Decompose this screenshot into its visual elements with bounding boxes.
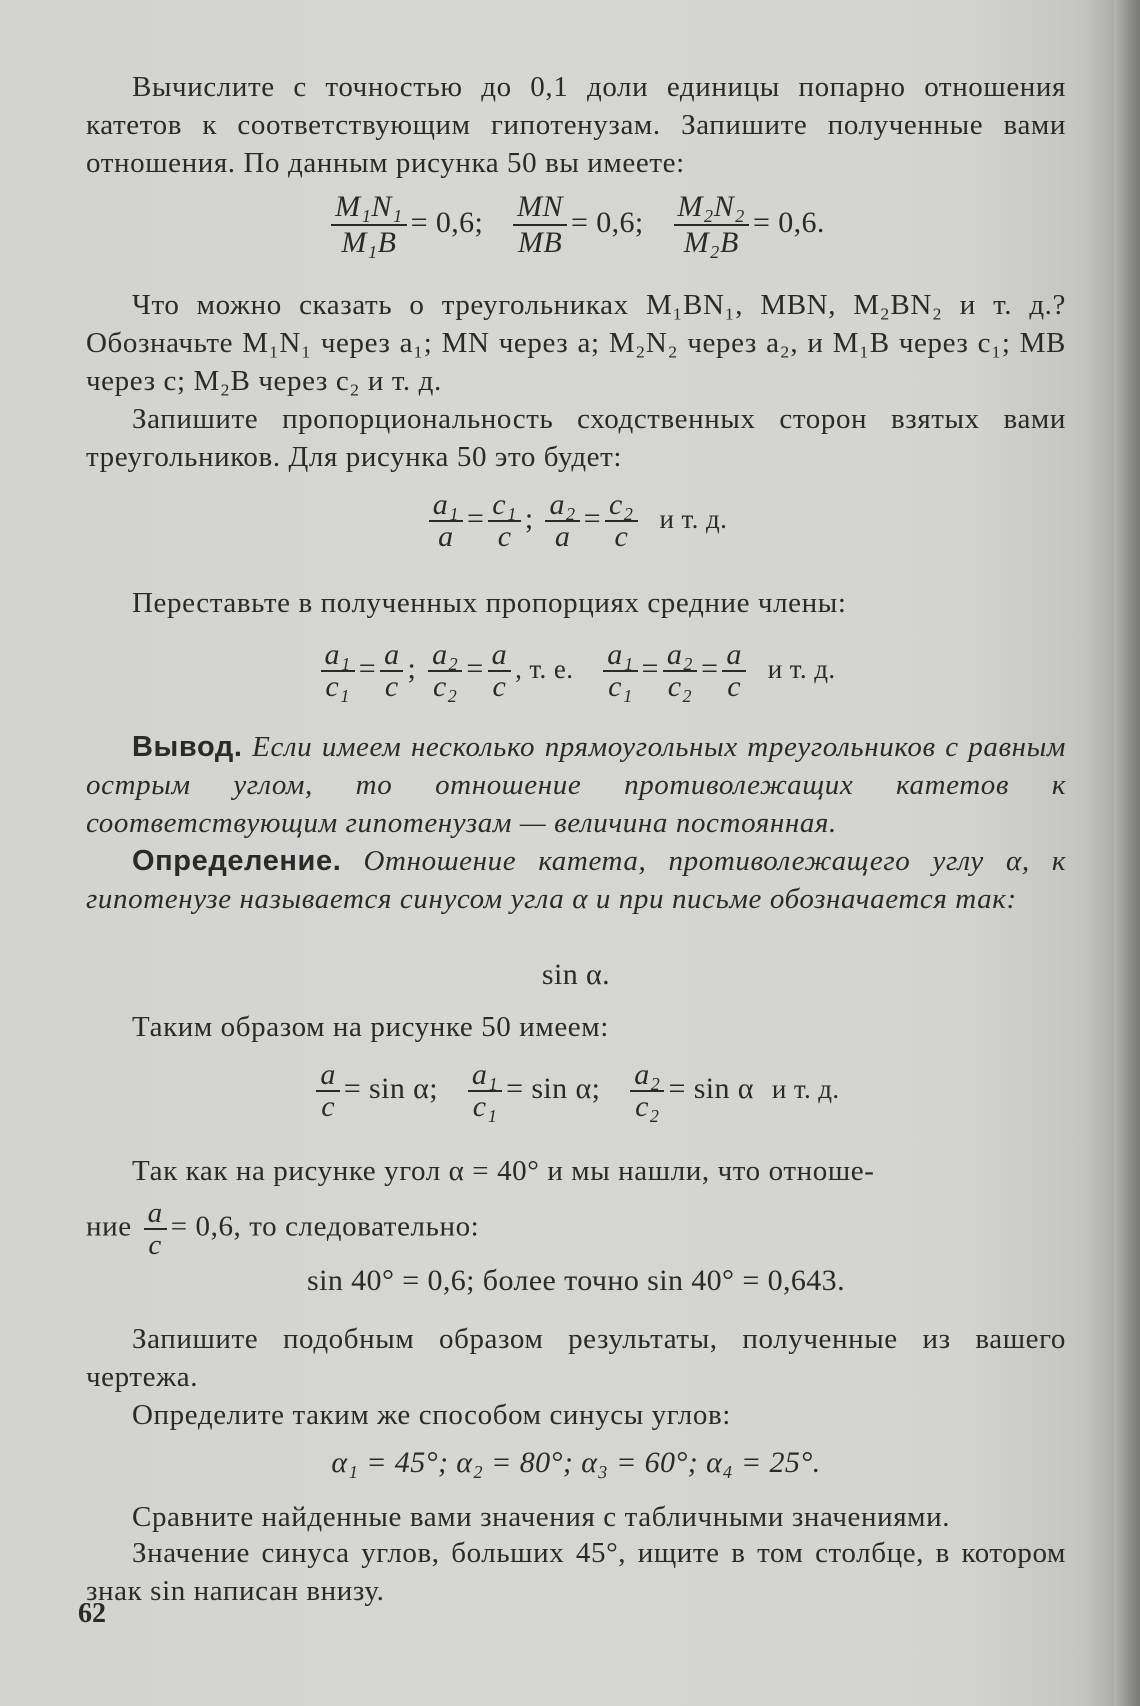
sin-symbol: sin α. — [541, 958, 611, 991]
equation-swapped: $\frac{\text{a₁}}{\text{c₁}}$ = $\frac{a}{c}$ ; $\frac{\text{a₂}}{\text{c₂}}$ = $\frac{a}{c}$ , т. е. $\frac{\text{a₁}}{\text{c₁}}$ = $\frac{\text{a₂}}{\text{c₂}}$ = $\frac{a}{c}$ и т. д. — [86, 640, 1066, 702]
definition-text: Отношение катета, противолежащего углу α, к гипотенузе называется синусом угла α и при письме обозначается так: — [86, 845, 1066, 915]
equation-sines: $\frac{a}{c}$ = sin α; $\frac{\text{a₁}}{\text{c₁}}$ = sin α; $\frac{\text{a₂}}{\text{c₂}}$ = sin α и т. д. — [86, 1060, 1066, 1122]
paragraph-determine: Определите таким же способом синусы углов: — [132, 1399, 731, 1431]
paragraph-record: Запишите подобным образом результаты, полученные из вашего чертежа. — [86, 1323, 1066, 1393]
equation-ratios: $\frac{\text{M₁N₁}}{\text{M₁B}}$ = 0,6; $\frac{MN}{MB}$ = 0,6; $\frac{\text{M₂N₂}}{\text{M₂B}}$ = 0,6. — [86, 190, 1066, 260]
paragraph-proportion: Запишите пропорциональность сходственных сторон взятых вами треугольников. Для рисунка 50 это будет: — [86, 403, 1066, 473]
paragraph-thus: Таким образом на рисунке 50 имеем: — [132, 1011, 609, 1043]
fraction-mn-mb: $\frac{MN}{MB}$ — [513, 190, 567, 260]
definition-label: Определение. — [132, 845, 342, 877]
fraction-m2n2-m2b: $\frac{\text{M₂N₂}}{\text{M₂B}}$ — [674, 190, 749, 260]
paragraph-compare: Сравните найденные вами значения с табличными значениями. — [132, 1501, 951, 1533]
equation-angles: α₁ = 45°; α₂ = 80°; α₃ = 60°; α₄ = 25°. — [331, 1446, 821, 1479]
paragraph-intro — [86, 68, 1066, 182]
conclusion-label: Вывод. — [132, 731, 243, 763]
conclusion-block — [86, 728, 1066, 842]
conclusion-text: Если имеем несколько прямоугольных треугольников с равным острым углом, то отношение противолежащих катетов к соответствующим гипотенузам — величина постоянная. — [86, 731, 1066, 839]
page-edge-shadow — [1114, 0, 1140, 1706]
page-number: 62 — [78, 1598, 106, 1629]
paragraph-notation: Что можно сказать о треугольниках M₁BN₁, MBN, M₂BN₂ и т. д.? Обозначьте M₁N₁ через a₁; MN через a; M₂N₂ через a₂, и M₁B через c₁; MB через c; M₂B через c₂ и т. д. — [86, 289, 1066, 397]
definition-block — [86, 842, 1066, 918]
fraction-m1n1-m1b: $\frac{\text{M₁N₁}}{\text{M₁B}}$ — [331, 190, 406, 260]
paragraph-swap: Переставьте в полученных пропорциях средние члены: — [132, 587, 847, 619]
equation-proportion: $\frac{\text{a₁}}{a}$ = $\frac{\text{c₁}}{c}$ ; $\frac{\text{a₂}}{a}$ = $\frac{\text{c₂}}{c}$ и т. д. — [86, 490, 1066, 552]
paragraph-table-hint: Значение синуса углов, больших 45°, ищите в том столбце, в котором знак sin написан внизу. — [86, 1537, 1066, 1607]
paragraph-angle-40-cont: ние $\frac{a}{c}$ = 0,6, то следовательно: — [86, 1197, 480, 1261]
equation-sin40: sin 40° = 0,6; более точно sin 40° = 0,643. — [307, 1264, 845, 1297]
paragraph-intro-text: Вычислите с точностью до 0,1 доли единицы попарно отношения катетов к соответствующим гипотенузам. Запишите полученные вами отношения. По данным рисунка 50 вы имеете: — [86, 71, 1066, 179]
paragraph-angle-40: Так как на рисунке угол α = 40° и мы нашли, что отноше- — [132, 1155, 875, 1187]
